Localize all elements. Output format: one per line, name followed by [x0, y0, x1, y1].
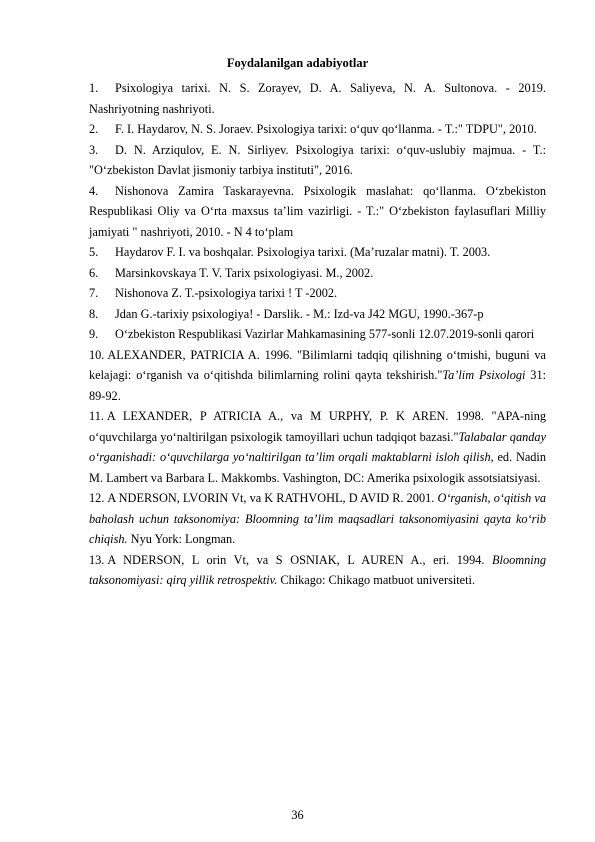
page-number: 36 [291, 808, 304, 822]
list-item-text: D. N. Arziqulov, E. N. Sirliyev. Psixologiya tarixi: o‘quv-uslubiy majmua. - T.: "O‘zbekiston Davlat jismoniy tarbiya instituti", 2016. [89, 142, 546, 177]
list-item-number: 13. [89, 552, 105, 567]
list-item-number: 1. [89, 81, 99, 95]
list-item [89, 324, 546, 345]
list-item-text: Haydarov F. I. va boshqalar. Psixologiya tarixi. (Ma’ruzalar matni). T. 2003. [115, 245, 491, 259]
list-item-text: F. I. Haydarov, N. S. Joraev. Psixologiya tarixi: o‘quv qo‘llanma. - T.:" TDPU", 2010. [115, 122, 537, 136]
list-item-number: 11. [89, 409, 104, 423]
list-item-number: 5. [89, 245, 99, 259]
list-item-number: 8. [89, 306, 99, 321]
list-item-text: Marsinkovskaya T. V. Tarix psixologiyasi. M., 2002. [115, 265, 374, 280]
list-item-book-title: Talabalar qanday o‘rganishadi: o‘quvchilarga yo‘naltirilgan ta’lim orqali maktablarni isloh qilish, [89, 429, 546, 464]
list-item-number: 2. [89, 122, 99, 136]
list-item [89, 181, 546, 243]
list-item-number: 10. [89, 347, 105, 362]
list-item-text-tail: Chikago: Chikago matbuot universiteti. [277, 573, 476, 587]
list-item [89, 140, 546, 181]
list-item-text: O‘zbekiston Respublikasi Vazirlar Mahkamasining 577-sonli 12.07.2019-sonli qarori [115, 327, 535, 341]
list-item-text-tail: ed. Nadin M. Lambert va Barbara L. Makkombs. Vashington, DC: Amerika psixologik assotsiatsiyasi. [89, 450, 546, 485]
list-item-text: A NDERSON, LVORIN Vt, va K RATHVOHL, D AVID R. 2001. [107, 491, 438, 505]
list-item [89, 406, 546, 488]
list-item-text: Nishonova Z. T.-psixologiya tarixi ! T -2002. [115, 286, 338, 300]
list-item [89, 119, 546, 140]
list-item-number: 7. [89, 286, 99, 300]
list-item-text: Psixologiya tarixi. N. S. Zorayev, D. A. Saliyeva, N. A. Sultonova. - 2019. Nashriyotning nashriyoti. [89, 81, 546, 116]
list-item [89, 550, 546, 591]
list-item [89, 242, 546, 263]
page-title: Foydalanilgan adabiyotlar [226, 56, 369, 70]
list-item-number: 12. [89, 491, 105, 505]
list-item-text-tail: 31: 89-92. [89, 368, 547, 403]
list-item-number: 3. [89, 142, 99, 157]
list-item [89, 283, 546, 304]
list-item [89, 345, 546, 407]
list-item-text: ALEXANDER, PATRICIA A. 1996. "Bilimlarni tadqiq qilishning o‘tmishi, buguni va kelajagi: o‘rganish va o‘qitishda bilimlarning rolini qayta tekshirish." [89, 347, 546, 382]
list-item-text: Jdan G.-tarixiy psixologiya! - Darslik. - M.: Izd-va J42 MGU, 1990.-367-p [115, 306, 484, 321]
list-item-number: 4. [89, 183, 99, 198]
list-item-number: 9. [89, 327, 99, 341]
list-item-text: A NDERSON, L orin Vt, va S OSNIAK, L AUREN A., eri. 1994. [107, 552, 493, 567]
list-item [89, 78, 546, 119]
list-item-journal: Ta’lim Psixologi [442, 368, 526, 382]
list-item-text: A LEXANDER, P ATRICIA A., va M URPHY, P. K AREN. 1998. "APA-ning o‘quvchilarga yo‘naltirilgan psixologik tamoyillari uchun tadqiqot bazasi." [89, 409, 546, 444]
list-item-book-title: Bloomning taksonomiyasi: qirq yillik retrospektiv. [89, 552, 546, 587]
list-item-text-tail: Nyu York: Longman. [127, 532, 236, 546]
list-item [89, 488, 546, 550]
list-item [89, 304, 546, 325]
list-item [89, 263, 546, 284]
reference-list [89, 78, 546, 591]
list-item-number: 6. [89, 265, 99, 280]
list-item-book-title: O‘rganish, o‘qitish va baholash uchun taksonomiya: Bloomning ta’lim maqsadlari taksonomiyasini qayta ko‘rib chiqish. [89, 491, 546, 546]
list-item-text: Nishonova Zamira Taskarayevna. Psixologik maslahat: qo‘llanma. O‘zbekiston Respublikasi Oliy va O‘rta maxsus ta’lim vazirligi. - T.:" O‘zbekiston faylasuflari Milliy jamiyati " nashriyoti, 2010. - N 4 to‘plam [89, 183, 546, 239]
